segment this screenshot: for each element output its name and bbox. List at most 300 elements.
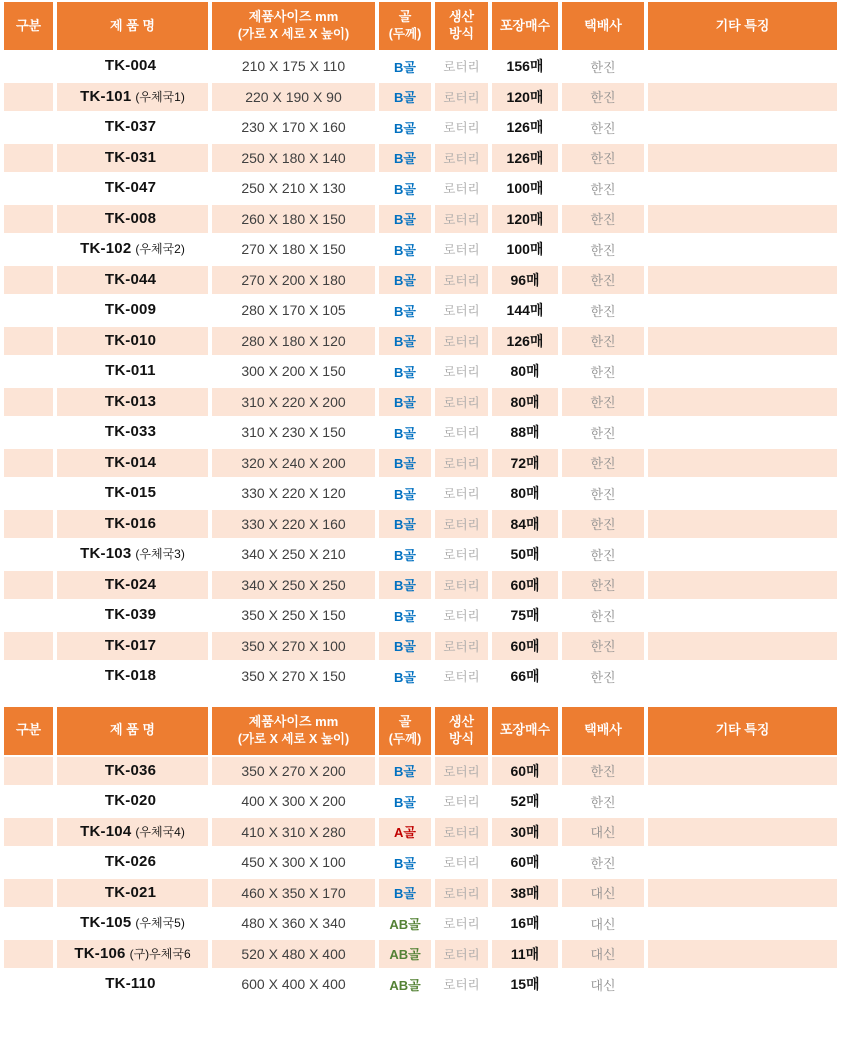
cell-size: 280 X 180 X 120 <box>212 327 375 356</box>
cell-size: 250 X 180 X 140 <box>212 144 375 173</box>
cell-flute: B골 <box>379 266 431 295</box>
cell-flute: B골 <box>379 144 431 173</box>
cell-production-method: 로터리 <box>435 848 488 877</box>
product-name-suffix: (우체국5) <box>135 916 185 931</box>
cell-extra-features <box>648 787 837 816</box>
table-row <box>4 510 837 539</box>
cell-production-method: 로터리 <box>435 540 488 569</box>
cell-flute: B골 <box>379 848 431 877</box>
cell-size: 210 X 175 X 110 <box>212 52 375 81</box>
cell-product-name <box>57 266 208 295</box>
cell-carrier: 한진 <box>562 848 644 877</box>
table-row <box>4 632 837 661</box>
cell-production-method: 로터리 <box>435 818 488 847</box>
cell-package-count: 50매 <box>492 540 558 569</box>
product-name: TK-009 <box>104 301 157 319</box>
product-name: TK-018 <box>104 667 157 685</box>
cell-production-method: 로터리 <box>435 296 488 325</box>
cell-product-name <box>57 296 208 325</box>
cell-package-count: 66매 <box>492 662 558 691</box>
table-body <box>4 52 837 691</box>
cell-package-count: 38매 <box>492 879 558 908</box>
cell-flute: AB골 <box>379 909 431 938</box>
cell-category <box>4 235 53 264</box>
cell-extra-features <box>648 632 837 661</box>
header-size <box>212 2 375 50</box>
cell-size: 340 X 250 X 250 <box>212 571 375 600</box>
table-row <box>4 418 837 447</box>
cell-carrier: 한진 <box>562 510 644 539</box>
cell-product-name <box>57 235 208 264</box>
table-row <box>4 296 837 325</box>
cell-package-count: 75매 <box>492 601 558 630</box>
cell-flute: B골 <box>379 510 431 539</box>
cell-product-name <box>57 174 208 203</box>
cell-size: 410 X 310 X 280 <box>212 818 375 847</box>
cell-package-count: 11매 <box>492 940 558 969</box>
cell-category <box>4 83 53 112</box>
product-name: TK-047 <box>104 179 157 197</box>
cell-size: 400 X 300 X 200 <box>212 787 375 816</box>
header-size-line2: (가로 X 세로 X 높이) <box>237 731 350 746</box>
cell-product-name <box>57 909 208 938</box>
header-extra-features: 기타 특징 <box>648 707 837 755</box>
cell-flute: B골 <box>379 174 431 203</box>
cell-product-name <box>57 601 208 630</box>
header-method-line2: 방식 <box>448 730 475 746</box>
cell-extra-features <box>648 144 837 173</box>
cell-flute: B골 <box>379 357 431 386</box>
cell-extra-features <box>648 818 837 847</box>
product-name: TK-013 <box>104 392 157 410</box>
cell-extra-features <box>648 879 837 908</box>
table-row <box>4 113 837 142</box>
cell-production-method: 로터리 <box>435 113 488 142</box>
cell-product-name <box>57 662 208 691</box>
cell-category <box>4 787 53 816</box>
cell-carrier: 대신 <box>562 909 644 938</box>
product-name: TK-101 <box>80 87 132 105</box>
product-name: TK-103 <box>80 545 132 563</box>
cell-package-count: 96매 <box>492 266 558 295</box>
product-name: TK-033 <box>104 423 157 441</box>
product-name: TK-110 <box>105 975 156 993</box>
cell-extra-features <box>648 205 837 234</box>
cell-size: 260 X 180 X 150 <box>212 205 375 234</box>
cell-production-method: 로터리 <box>435 479 488 508</box>
cell-category <box>4 540 53 569</box>
cell-product-name <box>57 388 208 417</box>
cell-package-count: 60매 <box>492 848 558 877</box>
cell-product-name <box>57 632 208 661</box>
cell-carrier: 한진 <box>562 266 644 295</box>
cell-product-name <box>57 418 208 447</box>
cell-category <box>4 510 53 539</box>
table-row <box>4 83 837 112</box>
header-flute-line2: (두께) <box>388 27 422 42</box>
table-row <box>4 848 837 877</box>
cell-package-count: 80매 <box>492 357 558 386</box>
cell-size: 220 X 190 X 90 <box>212 83 375 112</box>
cell-category <box>4 205 53 234</box>
cell-size: 270 X 180 X 150 <box>212 235 375 264</box>
cell-product-name <box>57 787 208 816</box>
header-production-method <box>435 2 488 50</box>
header-category: 구분 <box>4 2 53 50</box>
cell-extra-features <box>648 757 837 786</box>
cell-carrier: 한진 <box>562 757 644 786</box>
header-flute-line1: 골 <box>398 713 412 729</box>
cell-product-name <box>57 479 208 508</box>
cell-package-count: 52매 <box>492 787 558 816</box>
cell-size: 340 X 250 X 210 <box>212 540 375 569</box>
cell-extra-features <box>648 970 837 999</box>
table-row <box>4 540 837 569</box>
cell-carrier: 한진 <box>562 632 644 661</box>
cell-extra-features <box>648 662 837 691</box>
cell-category <box>4 296 53 325</box>
header-row <box>4 707 837 755</box>
cell-product-name <box>57 757 208 786</box>
cell-carrier: 한진 <box>562 205 644 234</box>
cell-production-method: 로터리 <box>435 909 488 938</box>
cell-product-name <box>57 357 208 386</box>
cell-size: 520 X 480 X 400 <box>212 940 375 969</box>
cell-category <box>4 52 53 81</box>
cell-category <box>4 174 53 203</box>
product-name-suffix: (우체국4) <box>135 824 185 839</box>
product-name: TK-036 <box>104 761 157 779</box>
cell-package-count: 126매 <box>492 327 558 356</box>
product-name: TK-021 <box>104 883 157 901</box>
cell-carrier: 대신 <box>562 970 644 999</box>
cell-carrier: 한진 <box>562 83 644 112</box>
cell-flute: AB골 <box>379 970 431 999</box>
cell-flute: B골 <box>379 571 431 600</box>
cell-production-method: 로터리 <box>435 327 488 356</box>
cell-production-method: 로터리 <box>435 235 488 264</box>
cell-product-name <box>57 510 208 539</box>
cell-category <box>4 357 53 386</box>
cell-extra-features <box>648 540 837 569</box>
header-method-line1: 생산 <box>448 9 475 25</box>
table-row <box>4 601 837 630</box>
header-package-count: 포장매수 <box>492 2 558 50</box>
cell-carrier: 한진 <box>562 540 644 569</box>
header-carrier: 택배사 <box>562 2 644 50</box>
header-package-count: 포장매수 <box>492 707 558 755</box>
table-row <box>4 479 837 508</box>
cell-package-count: 30매 <box>492 818 558 847</box>
cell-size: 460 X 350 X 170 <box>212 879 375 908</box>
table-row <box>4 357 837 386</box>
product-name: TK-015 <box>104 484 157 502</box>
cell-category <box>4 418 53 447</box>
cell-production-method: 로터리 <box>435 174 488 203</box>
cell-production-method: 로터리 <box>435 449 488 478</box>
cell-flute: B골 <box>379 632 431 661</box>
table-row <box>4 818 837 847</box>
cell-flute: B골 <box>379 787 431 816</box>
cell-flute: B골 <box>379 449 431 478</box>
cell-package-count: 126매 <box>492 144 558 173</box>
product-name: TK-011 <box>105 362 156 380</box>
cell-production-method: 로터리 <box>435 357 488 386</box>
cell-extra-features <box>648 235 837 264</box>
cell-package-count: 88매 <box>492 418 558 447</box>
cell-package-count: 60매 <box>492 632 558 661</box>
product-name: TK-044 <box>104 270 157 288</box>
table-body <box>4 757 837 999</box>
cell-carrier: 한진 <box>562 327 644 356</box>
cell-flute: B골 <box>379 235 431 264</box>
header-method-line1: 생산 <box>448 713 475 729</box>
table-row <box>4 205 837 234</box>
header-size <box>212 707 375 755</box>
cell-carrier: 대신 <box>562 879 644 908</box>
product-name-suffix: (우체국2) <box>135 242 185 257</box>
cell-production-method: 로터리 <box>435 787 488 816</box>
cell-carrier: 한진 <box>562 52 644 81</box>
cell-package-count: 100매 <box>492 235 558 264</box>
cell-size: 330 X 220 X 160 <box>212 510 375 539</box>
header-product-name: 제 품 명 <box>57 2 208 50</box>
cell-extra-features <box>648 601 837 630</box>
product-name: TK-039 <box>104 606 157 624</box>
cell-extra-features <box>648 83 837 112</box>
cell-carrier: 한진 <box>562 479 644 508</box>
cell-production-method: 로터리 <box>435 970 488 999</box>
table-row <box>4 388 837 417</box>
header-flute <box>379 2 431 50</box>
cell-size: 450 X 300 X 100 <box>212 848 375 877</box>
cell-production-method: 로터리 <box>435 418 488 447</box>
cell-category <box>4 757 53 786</box>
cell-flute: B골 <box>379 52 431 81</box>
cell-size: 330 X 220 X 120 <box>212 479 375 508</box>
table-row <box>4 909 837 938</box>
cell-production-method: 로터리 <box>435 757 488 786</box>
table-header <box>4 2 837 50</box>
product-name: TK-031 <box>104 148 157 166</box>
cell-carrier: 한진 <box>562 357 644 386</box>
cell-package-count: 120매 <box>492 205 558 234</box>
cell-flute: B골 <box>379 296 431 325</box>
cell-category <box>4 879 53 908</box>
cell-category <box>4 571 53 600</box>
table-row <box>4 787 837 816</box>
cell-flute: B골 <box>379 418 431 447</box>
cell-product-name <box>57 327 208 356</box>
cell-production-method: 로터리 <box>435 510 488 539</box>
cell-product-name <box>57 818 208 847</box>
cell-flute: AB골 <box>379 940 431 969</box>
cell-extra-features <box>648 52 837 81</box>
table-row <box>4 757 837 786</box>
cell-flute: B골 <box>379 662 431 691</box>
header-carrier: 택배사 <box>562 707 644 755</box>
cell-category <box>4 144 53 173</box>
spec-table-bottom-section <box>0 705 841 1001</box>
cell-size: 270 X 200 X 180 <box>212 266 375 295</box>
cell-size: 250 X 210 X 130 <box>212 174 375 203</box>
cell-production-method: 로터리 <box>435 388 488 417</box>
cell-extra-features <box>648 388 837 417</box>
cell-extra-features <box>648 357 837 386</box>
cell-category <box>4 940 53 969</box>
product-name: TK-017 <box>104 636 157 654</box>
table-row <box>4 940 837 969</box>
product-name: TK-102 <box>80 240 132 258</box>
cell-category <box>4 113 53 142</box>
cell-package-count: 156매 <box>492 52 558 81</box>
header-size-line1: 제품사이즈 mm <box>248 713 339 729</box>
cell-product-name <box>57 940 208 969</box>
cell-flute: B골 <box>379 879 431 908</box>
cell-product-name <box>57 848 208 877</box>
cell-extra-features <box>648 479 837 508</box>
cell-production-method: 로터리 <box>435 601 488 630</box>
cell-size: 320 X 240 X 200 <box>212 449 375 478</box>
cell-flute: B골 <box>379 479 431 508</box>
product-name: TK-004 <box>104 57 157 75</box>
cell-category <box>4 818 53 847</box>
cell-production-method: 로터리 <box>435 83 488 112</box>
table-row <box>4 327 837 356</box>
product-name-suffix: (구)우체국6 <box>129 946 191 961</box>
cell-flute: B골 <box>379 83 431 112</box>
cell-package-count: 15매 <box>492 970 558 999</box>
cell-package-count: 60매 <box>492 757 558 786</box>
cell-extra-features <box>648 848 837 877</box>
cell-carrier: 한진 <box>562 113 644 142</box>
header-method-line2: 방식 <box>448 26 475 41</box>
cell-extra-features <box>648 909 837 938</box>
product-name: TK-014 <box>104 453 157 471</box>
table-row <box>4 571 837 600</box>
cell-flute: A골 <box>379 818 431 847</box>
cell-flute: B골 <box>379 327 431 356</box>
cell-package-count: 16매 <box>492 909 558 938</box>
header-category: 구분 <box>4 707 53 755</box>
cell-carrier: 한진 <box>562 571 644 600</box>
cell-carrier: 대신 <box>562 818 644 847</box>
cell-product-name <box>57 52 208 81</box>
product-name: TK-008 <box>104 209 157 227</box>
cell-package-count: 80매 <box>492 479 558 508</box>
cell-package-count: 84매 <box>492 510 558 539</box>
cell-extra-features <box>648 296 837 325</box>
header-product-name: 제 품 명 <box>57 707 208 755</box>
product-name: TK-105 <box>80 914 132 932</box>
cell-production-method: 로터리 <box>435 205 488 234</box>
cell-product-name <box>57 144 208 173</box>
cell-extra-features <box>648 418 837 447</box>
table-row <box>4 266 837 295</box>
cell-size: 230 X 170 X 160 <box>212 113 375 142</box>
cell-production-method: 로터리 <box>435 879 488 908</box>
cell-product-name <box>57 449 208 478</box>
header-row <box>4 2 837 50</box>
cell-extra-features <box>648 449 837 478</box>
cell-product-name <box>57 83 208 112</box>
product-name: TK-026 <box>104 853 157 871</box>
cell-category <box>4 970 53 999</box>
cell-flute: B골 <box>379 601 431 630</box>
table-row <box>4 662 837 691</box>
product-name: TK-104 <box>80 822 132 840</box>
header-flute <box>379 707 431 755</box>
cell-product-name <box>57 970 208 999</box>
cell-size: 600 X 400 X 400 <box>212 970 375 999</box>
table-row <box>4 52 837 81</box>
product-name: TK-010 <box>104 331 157 349</box>
cell-flute: B골 <box>379 113 431 142</box>
product-name: TK-024 <box>104 575 157 593</box>
cell-category <box>4 601 53 630</box>
cell-category <box>4 632 53 661</box>
cell-package-count: 120매 <box>492 83 558 112</box>
cell-carrier: 한진 <box>562 662 644 691</box>
cell-production-method: 로터리 <box>435 144 488 173</box>
header-size-line2: (가로 X 세로 X 높이) <box>237 27 350 42</box>
cell-production-method: 로터리 <box>435 632 488 661</box>
cell-production-method: 로터리 <box>435 266 488 295</box>
cell-carrier: 한진 <box>562 388 644 417</box>
product-name-suffix: (우체국3) <box>135 547 185 562</box>
product-name: TK-016 <box>104 514 157 532</box>
cell-product-name <box>57 571 208 600</box>
product-name: TK-106 <box>74 944 126 962</box>
cell-extra-features <box>648 266 837 295</box>
table-row <box>4 144 837 173</box>
cell-carrier: 한진 <box>562 449 644 478</box>
cell-extra-features <box>648 510 837 539</box>
cell-package-count: 144매 <box>492 296 558 325</box>
cell-carrier: 한진 <box>562 144 644 173</box>
header-flute-line1: 골 <box>398 9 412 25</box>
cell-extra-features <box>648 571 837 600</box>
cell-flute: B골 <box>379 388 431 417</box>
cell-production-method: 로터리 <box>435 662 488 691</box>
table-row <box>4 235 837 264</box>
header-size-line1: 제품사이즈 mm <box>248 9 339 25</box>
cell-product-name <box>57 879 208 908</box>
cell-size: 350 X 270 X 200 <box>212 757 375 786</box>
cell-extra-features <box>648 940 837 969</box>
cell-size: 310 X 230 X 150 <box>212 418 375 447</box>
cell-package-count: 72매 <box>492 449 558 478</box>
cell-category <box>4 327 53 356</box>
product-name-suffix: (우체국1) <box>135 89 185 104</box>
cell-flute: B골 <box>379 757 431 786</box>
cell-size: 350 X 270 X 150 <box>212 662 375 691</box>
cell-category <box>4 909 53 938</box>
cell-category <box>4 266 53 295</box>
cell-production-method: 로터리 <box>435 940 488 969</box>
cell-carrier: 대신 <box>562 940 644 969</box>
product-name: TK-037 <box>104 118 157 136</box>
cell-size: 350 X 270 X 100 <box>212 632 375 661</box>
cell-product-name <box>57 205 208 234</box>
cell-extra-features <box>648 327 837 356</box>
cell-carrier: 한진 <box>562 235 644 264</box>
table-header <box>4 707 837 755</box>
cell-category <box>4 662 53 691</box>
cell-size: 350 X 250 X 150 <box>212 601 375 630</box>
header-production-method <box>435 707 488 755</box>
cell-carrier: 한진 <box>562 601 644 630</box>
